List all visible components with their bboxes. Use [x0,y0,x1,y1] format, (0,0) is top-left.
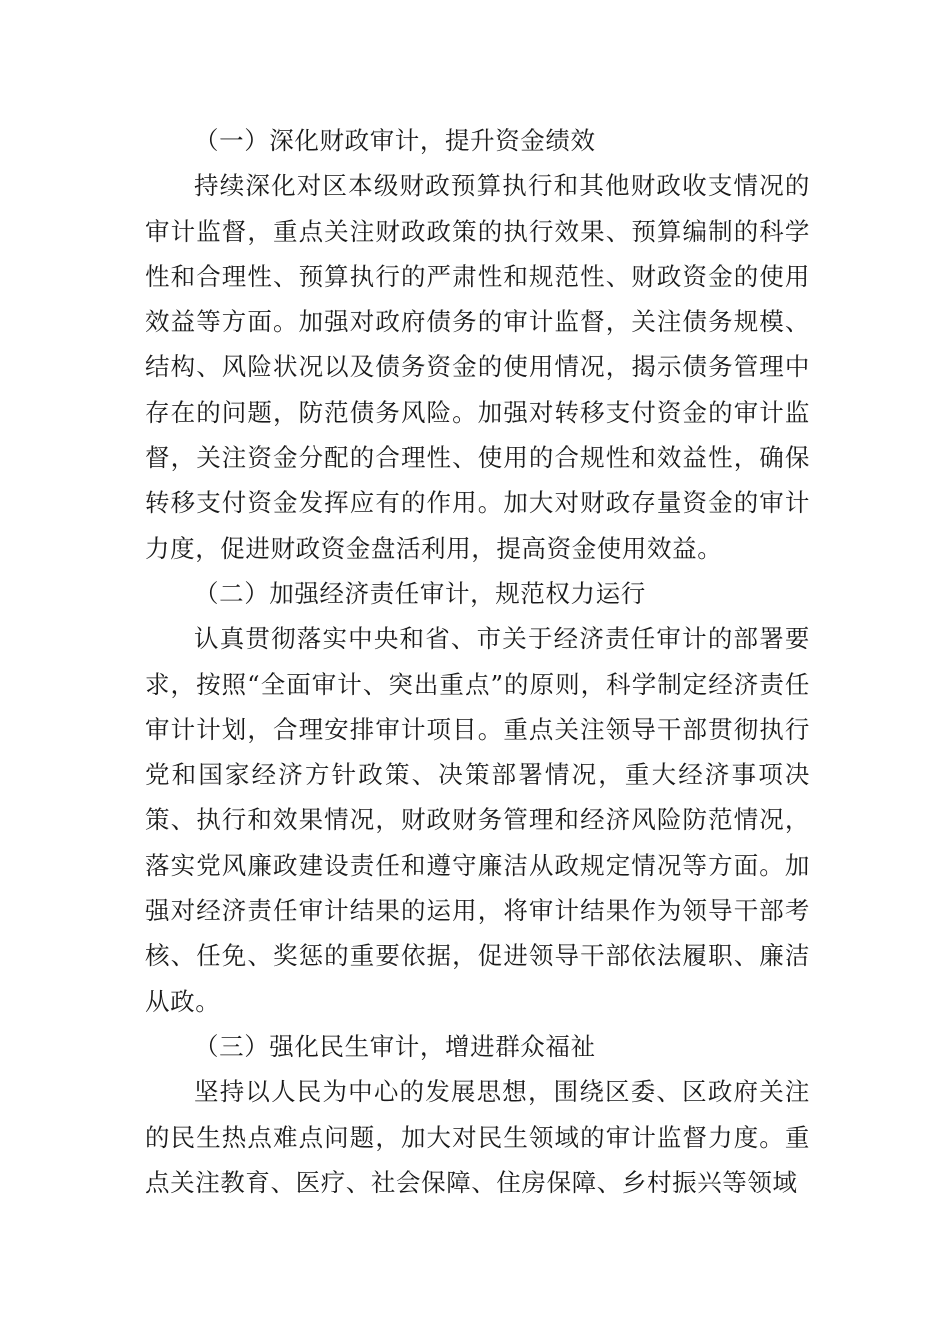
section-paragraph-1: 持续深化对区本级财政预算执行和其他财政收支情况的审计监督，重点关注财政政策的执行效果、预算编制的科学性和合理性、预算执行的严肃性和规范性、财政资金的使用效益等方面。加强对政府债务的审计监督，关注债务规模、结构、风险状况以及债务资金的使用情况，揭示债务管理中存在的问题，防范债务风险。加强对转移支付资金的审计监督，关注资金分配的合理性、使用的合规性和效益性，确保转移支付资金发挥应有的作用。加大对财政存量资金的审计力度，促进财政资金盘活利用，提高资金使用效益。 [145,171,810,563]
section-heading-1: （一）深化财政审计，提升资金绩效 [194,126,596,155]
section-paragraph-2: 认真贯彻落实中央和省、市关于经济责任审计的部署要求，按照“全面审计、突出重点”的原则，科学制定经济责任审计计划，合理安排审计项目。重点关注领导干部贯彻执行党和国家经济方针政策、决策部署情况，重大经济事项决策、执行和效果情况，财政财务管理和经济风险防范情况，落实党风廉政建设责任和遵守廉洁从政规定情况等方面。加强对经济责任审计结果的运用，将审计结果作为领导干部考核、任免、奖惩的重要依据，促进领导干部依法履职、廉洁从政。 [145,624,810,1016]
section-paragraph-3: 坚持以人民为中心的发展思想，围绕区委、区政府关注的民生热点难点问题，加大对民生领域的审计监督力度。重点关注教育、医疗、社会保障、住房保障、乡村振兴等领域 [145,1077,810,1197]
document-body [145,118,810,1205]
section-heading-3: （三）强化民生审计，增进群众福祉 [194,1031,596,1061]
section-heading-2: （二）加强经济责任审计，规范权力运行 [194,578,646,608]
